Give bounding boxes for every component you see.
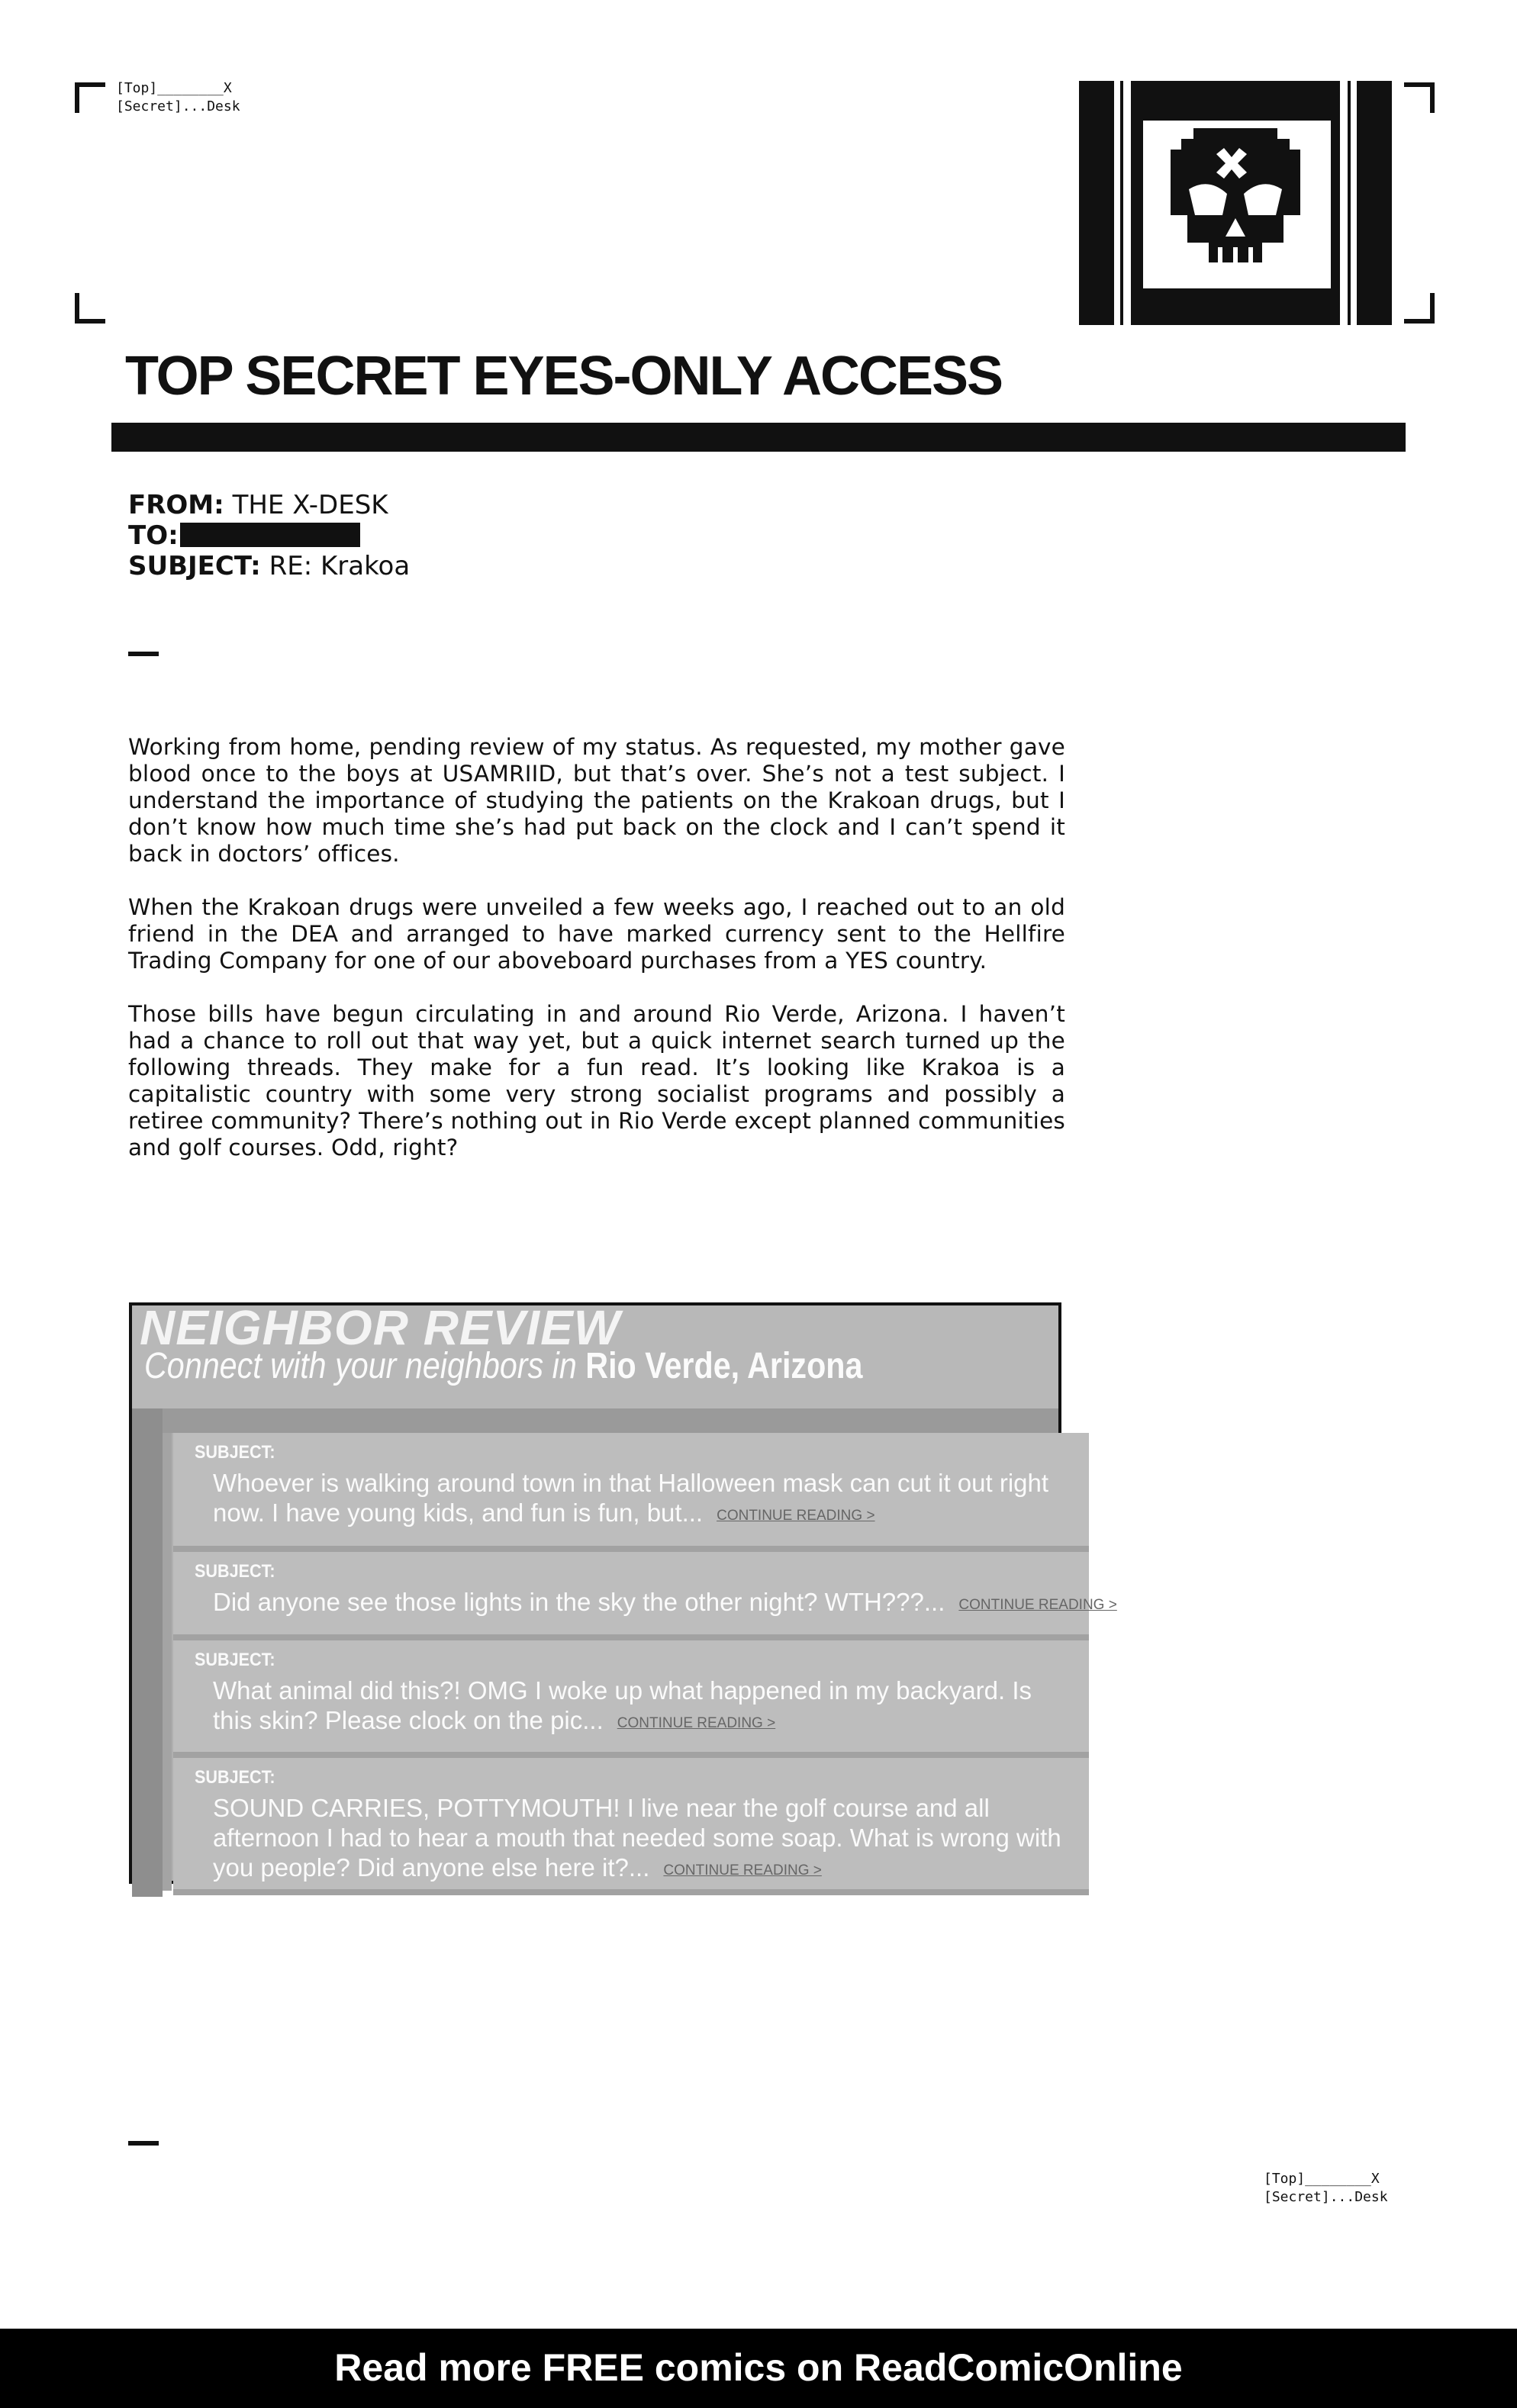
continue-reading-link[interactable]: CONTINUE READING > [617,1715,776,1731]
post-body [213,1793,1068,1885]
memo-from-row [128,490,410,520]
post-text: Whoever is walking around town in that Halloween mask can cut it out right now. I have young kids, and fun is fun, but... [213,1469,1049,1527]
memo-to-label: TO: [128,520,179,551]
crop-mark-bottom-right [1404,293,1435,324]
memo-header [128,490,410,581]
memo-subject-value: RE: Krakoa [269,551,411,581]
post-subject-label: SUBJECT: [195,1442,275,1463]
crop-mark-top-right [1404,82,1435,113]
neighbor-review-panel [129,1300,1117,1884]
letter-paragraph: Working from home, pending review of my status. As requested, my mother gave blood once to the boys at USAMRIID, but that’s over. She’s not a test subject. I understand the importance of studying the patients on the Krakoan drugs, but I don’t know how much time she’s had put back on the clock and I can’t spend it back in doctors’ offices. [128,734,1065,867]
post-text: Did anyone see those lights in the sky the other night? WTH???... [213,1588,945,1616]
memo-subject-label: SUBJECT: [128,551,261,581]
post-subject-label: SUBJECT: [195,1650,275,1670]
footer-stamp [1264,2170,1388,2207]
letter-paragraph: Those bills have begun circulating in and around Rio Verde, Arizona. I haven’t had a chance to roll out that way yet, but a quick internet search turned up the following threads. They make for a fun read. It’s looking like Krakoa is a capitalistic country with some very strong socialist programs and possibly a retiree community? There’s nothing out in Rio Verde except planned communities and golf courses. Odd, right? [128,1001,1065,1161]
post-item[interactable] [173,1758,1089,1895]
x-desk-skull-logo-icon [1079,81,1392,325]
sidebar-rail-inner [163,1433,172,1891]
neighbor-review-tagline-row [144,1345,862,1387]
section-dash-bottom [128,2141,159,2146]
crop-mark-top-left [75,82,105,113]
redaction-bar [180,523,360,547]
post-text: SOUND CARRIES, POTTYMOUTH! I live near the golf course and all afternoon I had to hear a mouth that needed some soap. What is wrong with you people? Did anyone else here it?... [213,1794,1061,1882]
page-title: TOP SECRET EYES-ONLY ACCESS [125,346,1003,407]
memo-subject-row [128,551,410,581]
continue-reading-link[interactable]: CONTINUE READING > [663,1862,822,1878]
post-item[interactable] [173,1640,1089,1758]
neighbor-review-brand: NEIGHBOR REVIEW [140,1300,621,1355]
footer-banner-text[interactable]: Read more FREE comics on ReadComicOnline [334,2346,1183,2389]
title-underline-bar [111,423,1406,452]
crop-mark-bottom-left [75,293,105,324]
stamp-line-2: [Secret]...Desk [116,98,240,114]
post-body [213,1468,1068,1531]
post-item[interactable] [173,1552,1117,1640]
neighbor-review-header [132,1300,1058,1408]
post-subject-label: SUBJECT: [195,1767,275,1788]
neighbor-review-tagline: Connect with your neighbors in [144,1346,577,1386]
stamp-line-1: [Top]________X [116,80,232,96]
stamp-line-2: [Secret]...Desk [1264,2189,1388,2205]
neighbor-review-place: Rio Verde, Arizona [585,1346,863,1386]
continue-reading-link[interactable]: CONTINUE READING > [958,1597,1117,1613]
letter-body [128,734,1065,1188]
section-dash-top [128,652,159,656]
memo-from-value: THE X-DESK [232,490,388,520]
memo-from-label: FROM: [128,490,224,520]
post-subject-label: SUBJECT: [195,1561,275,1582]
post-body [213,1676,1068,1738]
stamp-line-1: [Top]________X [1264,2171,1380,2187]
letter-paragraph: When the Krakoan drugs were unveiled a few weeks ago, I reached out to an old friend in the DEA and arranged to have marked currency sent to the Hellfire Trading Company for one of our aboveboard purchases from a YES country. [128,894,1065,974]
post-item[interactable] [173,1433,1089,1552]
header-divider-strip [132,1408,1058,1433]
continue-reading-link[interactable]: CONTINUE READING > [717,1508,875,1524]
post-body [213,1587,1117,1620]
post-text: What animal did this?! OMG I woke up what happened in my backyard. Is this skin? Please clock on the pic... [213,1676,1032,1734]
footer-banner[interactable] [0,2329,1517,2408]
sidebar-rail [132,1408,163,1897]
memo-to-row [128,520,410,551]
header-stamp [116,79,240,116]
